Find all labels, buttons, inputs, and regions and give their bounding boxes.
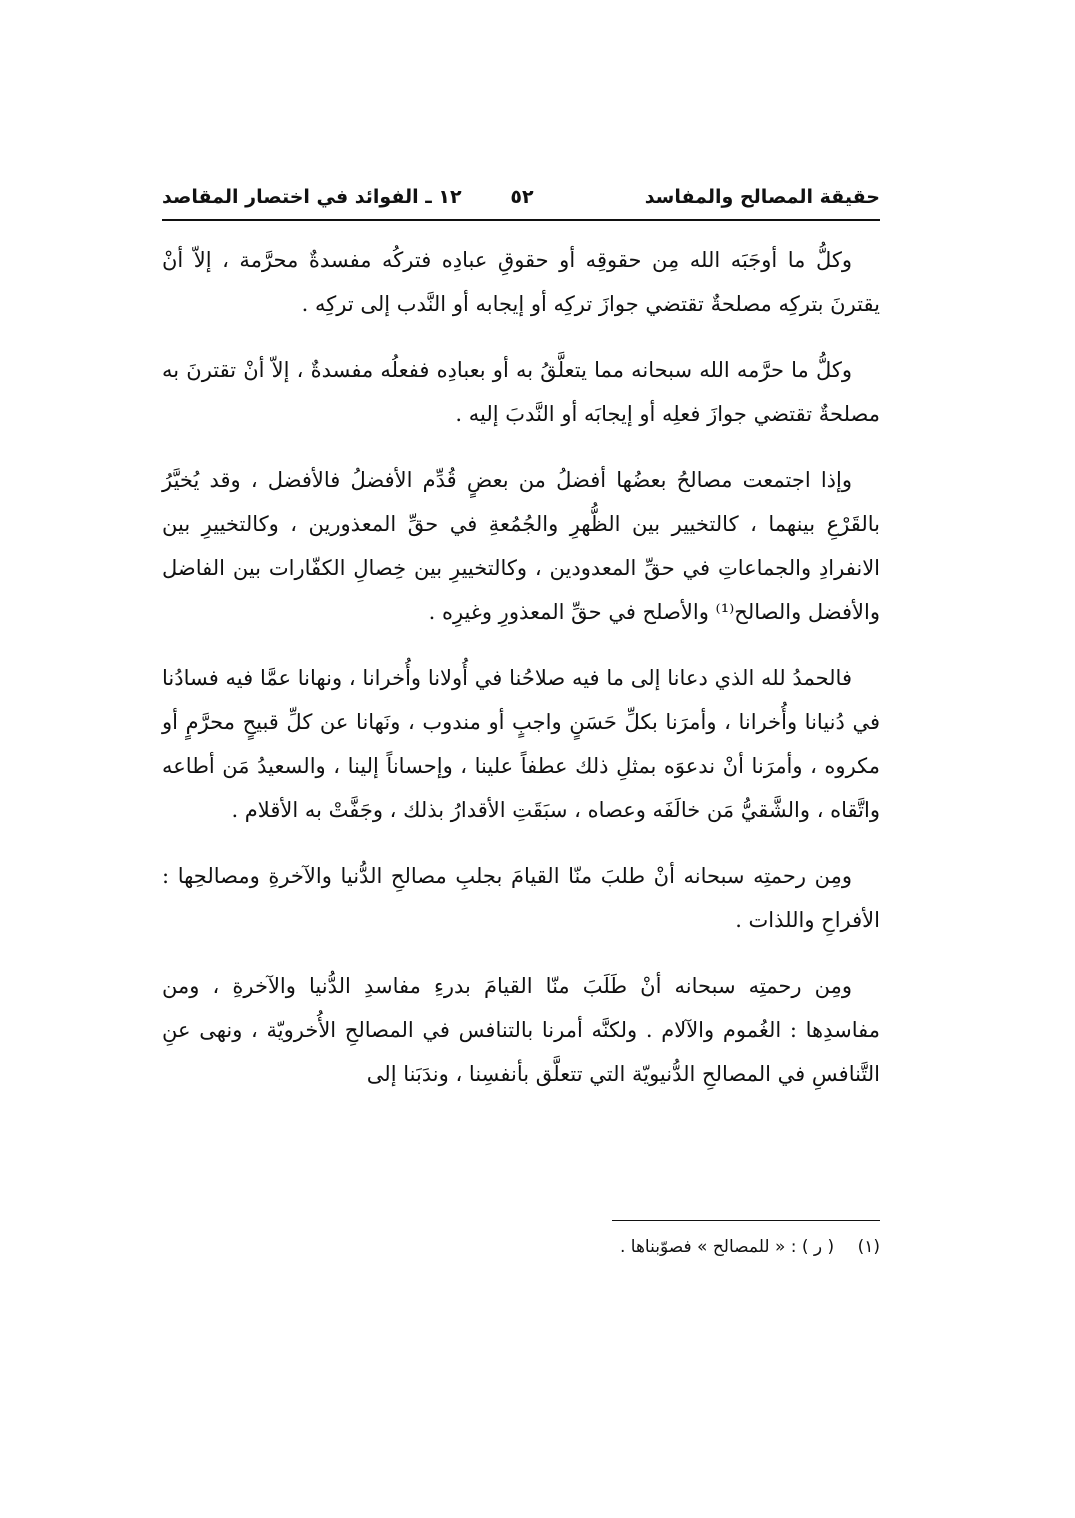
body-text [162,238,880,1118]
paragraph-6: ومِن رحمتِه سبحانه أنْ طَلَبَ منّا القيامَ بدرءِ مفاسدِ الدُّنيا والآخرةِ ، ومن مفاسدِها : الغُموم والآلام . ولكنَّه أمرنا بالتنافس في المصالحِ الأُخرويّة ، ونهى عنِ التَّنافسِ في المصالحِ الدُّنيويّة التي تتعلَّق بأنفسِنا ، وندَبَنا إلى [162,974,880,1086]
paragraph-4: فالحمدُ لله الذي دعانا إلى ما فيه صلاحُنا في أُولانا وأُخرانا ، ونهانا عمَّا فيه فسادُنا في دُنيانا وأُخرانا ، وأمرَنا بكلِّ حَسَنٍ واجبٍ أو مندوب ، ونَهانا عن كلِّ قبيحٍ محرَّمٍ أو مكروه ، وأمرَنا أنْ ندعوَه بمثلِ ذلك عطفاً علينا ، وإحساناً إلينا ، والسعيدُ مَن أطاعه واتَّقاه ، والشَّقيُّ مَن خالَفَه وعصاه ، سبَقَتِ الأقدارُ بذلك ، وجَفَّتْ به الأقلام . [162,666,880,822]
footnote-number: (١) [857,1237,880,1257]
paragraph-1: وكلُّ ما أوجَبَه الله مِن حقوقِه أو حقوقِ عبادِه فتركُه مفسدةٌ محرَّمة ، إلاّ أنْ يقترنَ بتركِه مصلحةٌ تقتضي جوازَ تركِه أو إيجابه أو النَّدب إلى تركِه . [162,248,880,316]
running-header [162,180,880,220]
paragraph-5: ومِن رحمتِه سبحانه أنْ طلبَ منّا القيامَ بجلبِ مصالحِ الدُّنيا والآخرةِ ومصالحِها : الأفراحِ واللذات . [162,864,880,932]
header-rule [162,219,880,221]
page-number: ٥٢ [510,186,534,208]
paragraph-3: وإذا اجتمعت مصالحُ بعضُها أفضلُ من بعضٍ قُدِّم الأفضلُ فالأفضل ، وقد يُخيَّرُ بالقَرْعِ بينهما ، كالتخيير بين الظُّهرِ والجُمُعةِ في حقِّ المعذورين ، وكالتخييرِ بين الانفرادِ والجماعاتِ في حقِّ المعدودين ، وكالتخييرِ بين خِصالِ الكفّارات بين الفاضل والأفضل والصالح⁽¹⁾ والأصلح في حقِّ المعذورِ وغيرِه . [162,468,880,624]
header-chapter: ١٢ ـ الفوائد في اختصار المقاصد [162,186,462,208]
footnote-text: ( ر ) : « للمصالح » فصوّبناها . [619,1237,835,1257]
header-title: حقيقة المصالح والمفاسد [644,186,880,208]
footnote [162,1232,880,1262]
paragraph-2: وكلُّ ما حرَّمه الله سبحانه مما يتعلَّقُ به أو بعبادِه ففعلُه مفسدةٌ ، إلاّ أنْ تقترنَ به مصلحةٌ تقتضي جوازَ فعلِه أو إيجابَه أو النَّدبَ إليه . [162,358,880,426]
footnote-rule [612,1220,880,1221]
